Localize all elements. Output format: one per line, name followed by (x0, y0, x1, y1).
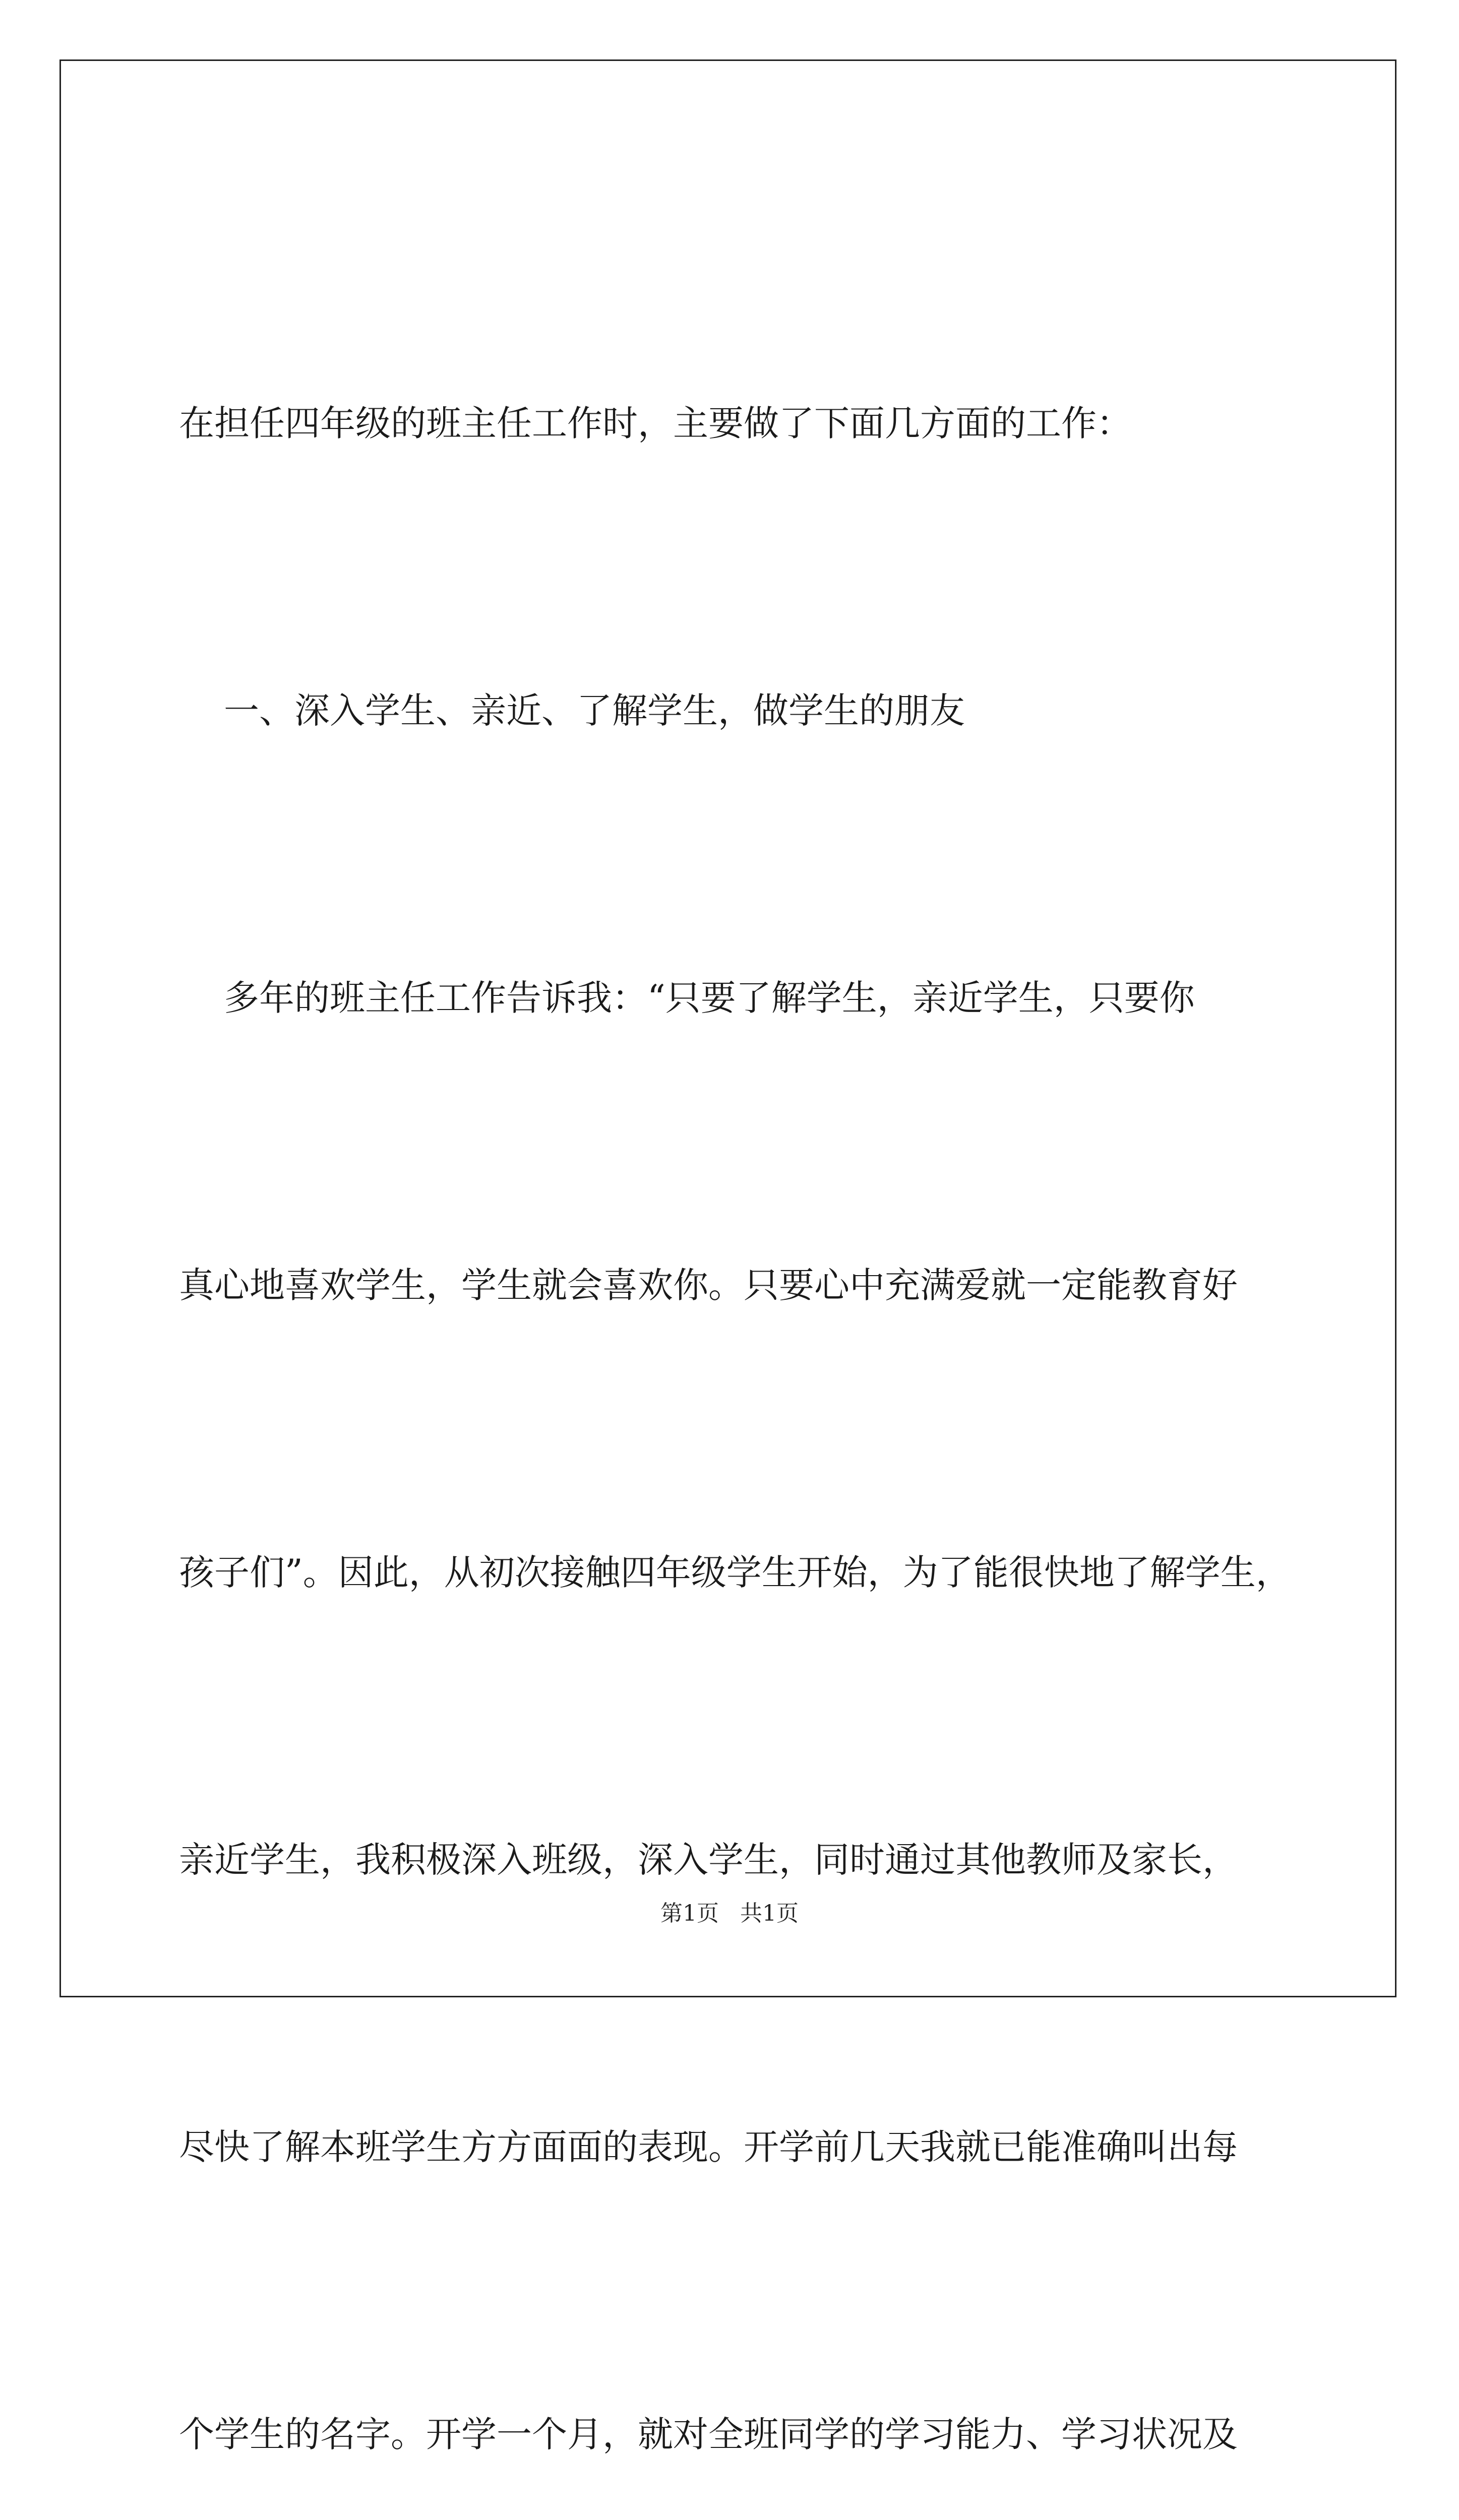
section-heading: 一、深入学生、亲近、了解学生，做学生的朋友 (179, 690, 965, 731)
text-line: 个学生的名字。开学一个月，就对全班同学的学习能力、学习状况及 (179, 2414, 1238, 2455)
text-line: 真心地喜欢学生，学生就会喜欢你。只要心中充满爱就一定能教育好 (179, 1265, 1238, 1306)
text-line: 孩子们”。因此，从初次接触四年级学生开始，为了能很快地了解学生， (179, 1552, 1291, 1593)
text-line: 尽快了解本班学生方方面面的表现。开学前几天我就已能准确叫出每 (179, 2126, 1238, 2168)
document-body (179, 184, 1291, 2520)
text-line: 亲近学生，我积极深入班级，深入学生，同时通过其他教师及家长， (179, 1839, 1238, 1880)
page-number-footer: 第1页 共1页 (660, 1901, 799, 1926)
text-line: 在担任四年级的班主任工作时，主要做了下面几方面的工作： (179, 403, 1132, 444)
text-line: 多年的班主任工作告诉我：“只要了解学生，亲近学生，只要你 (179, 977, 1195, 1019)
